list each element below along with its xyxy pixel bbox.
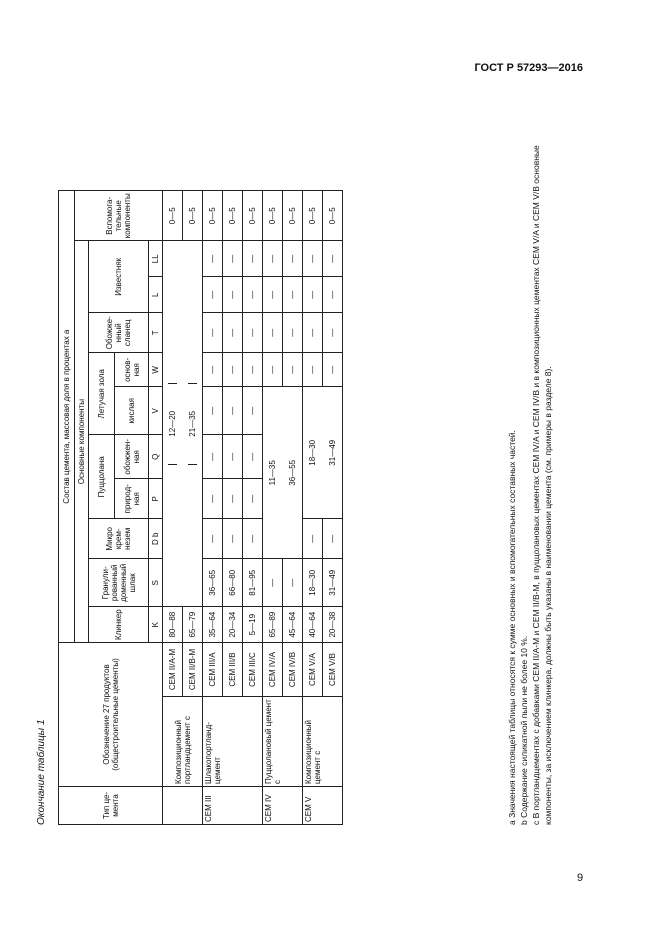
flyash-acid-header: кислая (115, 387, 149, 435)
code-V: V (149, 387, 163, 435)
value-cell: 31—49 (323, 559, 343, 607)
designation-cell: CEM IV/A (263, 643, 283, 697)
aux-cell: 0—5 (223, 191, 243, 241)
group-cell: Пуццолановый цемент с (263, 697, 303, 787)
value-cell: — (223, 313, 243, 353)
value-cell: 65—89 (263, 607, 283, 643)
code-P: P (149, 479, 163, 519)
value-cell: 20—34 (223, 607, 243, 643)
value-cell: — (223, 519, 243, 559)
code-K: K (149, 607, 163, 643)
value-cell: 20—38 (323, 607, 343, 643)
code-S: S (149, 559, 163, 607)
microsilica-header: Микро крем-незем (89, 519, 149, 559)
type-cell: CEM V (303, 787, 343, 825)
merged-cell (183, 241, 203, 607)
value-cell: — (203, 435, 223, 479)
note-c: с В портландцементах с добавками CEM II/A-M и CEM II/B-M, в пуццолановых цементах CEM IV/A и CEM IV/B и в композиционных цементах CEM V/A и CEM V/B основные компоненты, за исключением клинкера, должны быть указаны в наименовании цемента (см. примеры в разделе 8). (531, 145, 553, 825)
note-b: b Содержание силикатной пыли не более 10 %. (519, 635, 529, 825)
aux-cell: 0—5 (163, 191, 183, 241)
designation-cell: CEM III/A (203, 643, 223, 697)
value-cell: 35—64 (203, 607, 223, 643)
value-cell: — (243, 277, 263, 313)
value-cell: — (223, 479, 243, 519)
slag-header: Гранули-рованный доменный шлак (89, 559, 149, 607)
shale-header: Обожже-нный сланец (89, 313, 149, 353)
document-header: ГОСТ Р 57293—2016 (474, 62, 583, 74)
aux-cell: 0—5 (323, 191, 343, 241)
aux-cell: 0—5 (203, 191, 223, 241)
group-cell: Композиционный портландцемент с (163, 697, 203, 787)
value-cell: — (223, 277, 243, 313)
group-cell: Шлакопортланд-цемент (203, 697, 263, 787)
value-cell: — (223, 435, 243, 479)
code-D: D b (149, 519, 163, 559)
code-LL: LL (149, 241, 163, 277)
value-cell: 11—35 (263, 387, 283, 559)
aux-cell: 0—5 (243, 191, 263, 241)
value-cell: — (243, 313, 263, 353)
table-row (303, 191, 323, 825)
pozzolan-natural-header: природ-ная (115, 479, 149, 519)
designation-cell: CEM IV/B (283, 643, 303, 697)
composition-header: Состав цемента, массовая доля в процентах а (59, 191, 75, 643)
aux-components-header: Вспомога-тельные компоненты (75, 191, 163, 241)
table-row (163, 191, 183, 825)
value-cell: — (283, 241, 303, 277)
value-cell: 36—55 (283, 387, 303, 559)
value-cell: — (303, 313, 323, 353)
value-cell: — (303, 241, 323, 277)
value-cell: — (223, 353, 243, 387)
value-cell: — (263, 241, 283, 277)
type-cell (163, 787, 203, 825)
value-cell: — (283, 559, 303, 607)
value-cell: — (203, 241, 223, 277)
value-cell: 5—19 (243, 607, 263, 643)
value-cell: — (243, 387, 263, 435)
value-cell: — (323, 353, 343, 387)
value-cell: — (243, 479, 263, 519)
pozzolan-header: Пуццолана (89, 435, 115, 519)
value-cell: — (303, 519, 323, 559)
value-cell: 18—30 (303, 387, 323, 519)
aux-cell: 0—5 (283, 191, 303, 241)
designation-cell: CEM V/B (323, 643, 343, 697)
value-cell: 66—80 (223, 559, 243, 607)
aux-cell: 0—5 (303, 191, 323, 241)
main-range-cell: 21—35 (188, 383, 197, 465)
main-range-cell: 12—20 (168, 383, 177, 465)
value-cell: — (203, 479, 223, 519)
code-W: W (149, 353, 163, 387)
code-Q: Q (149, 435, 163, 479)
cement-composition-table (58, 190, 343, 825)
value-cell: — (323, 241, 343, 277)
value-cell: 31—49 (323, 387, 343, 519)
value-cell: — (203, 313, 223, 353)
designation-cell: CEM V/A (303, 643, 323, 697)
value-cell: — (283, 277, 303, 313)
flyash-basic-header: основ-ная (115, 353, 149, 387)
aux-cell: 0—5 (183, 191, 203, 241)
value-cell: — (243, 241, 263, 277)
designation-header: Обозначение 27 продуктов (общестроительные цементы) (59, 643, 163, 787)
value-cell: — (283, 313, 303, 353)
limestone-header: Известняк (89, 241, 149, 313)
value-cell: — (263, 353, 283, 387)
designation-cell: CEM II/B-M (183, 643, 203, 697)
clinker-cell: 65—79 (183, 607, 203, 643)
designation-cell: CEM III/B (223, 643, 243, 697)
value-cell: — (263, 559, 283, 607)
value-cell: — (243, 519, 263, 559)
value-cell: — (303, 353, 323, 387)
rotated-table-block (36, 95, 556, 825)
value-cell: — (263, 277, 283, 313)
designation-cell: CEM III/C (243, 643, 263, 697)
value-cell: — (283, 353, 303, 387)
value-cell: — (223, 241, 243, 277)
value-cell: 45—64 (283, 607, 303, 643)
value-cell: — (323, 277, 343, 313)
table-caption: Окончание таблицы 1 (36, 719, 47, 825)
value-cell: — (263, 313, 283, 353)
value-cell: — (203, 277, 223, 313)
value-cell: — (303, 277, 323, 313)
value-cell: 36—65 (203, 559, 223, 607)
value-cell: 81—95 (243, 559, 263, 607)
value-cell: — (243, 353, 263, 387)
designation-cell: CEM II/A-M (163, 643, 183, 697)
group-cell: Композиционный цемент с (303, 697, 343, 787)
flyash-header: Летучая зола (89, 353, 115, 435)
note-a: а Значения настоящей таблицы относятся к сумме основных и вспомогательных составных частей. (507, 430, 517, 825)
value-cell: — (323, 313, 343, 353)
value-cell: — (203, 353, 223, 387)
type-header: Тип це-мента (59, 787, 163, 825)
clinker-cell: 80—88 (163, 607, 183, 643)
value-cell: — (243, 435, 263, 479)
code-L: L (149, 277, 163, 313)
value-cell: — (323, 519, 343, 559)
table-row (203, 191, 223, 825)
main-components-header: Основные компоненты (75, 241, 89, 643)
value-cell: — (203, 519, 223, 559)
aux-cell: 0—5 (263, 191, 283, 241)
type-cell: CEM IV (263, 787, 303, 825)
value-cell: — (203, 387, 223, 435)
table-notes (506, 95, 554, 825)
pozzolan-calcined-header: обожжен-ная (115, 435, 149, 479)
clinker-header: Клинкер (89, 607, 149, 643)
merged-cell (163, 241, 183, 607)
value-cell: 40—64 (303, 607, 323, 643)
page-number: 9 (577, 872, 584, 884)
value-cell: 18—30 (303, 559, 323, 607)
value-cell: — (223, 387, 243, 435)
table-row (263, 191, 283, 825)
code-T: T (149, 313, 163, 353)
type-cell: CEM III (203, 787, 263, 825)
